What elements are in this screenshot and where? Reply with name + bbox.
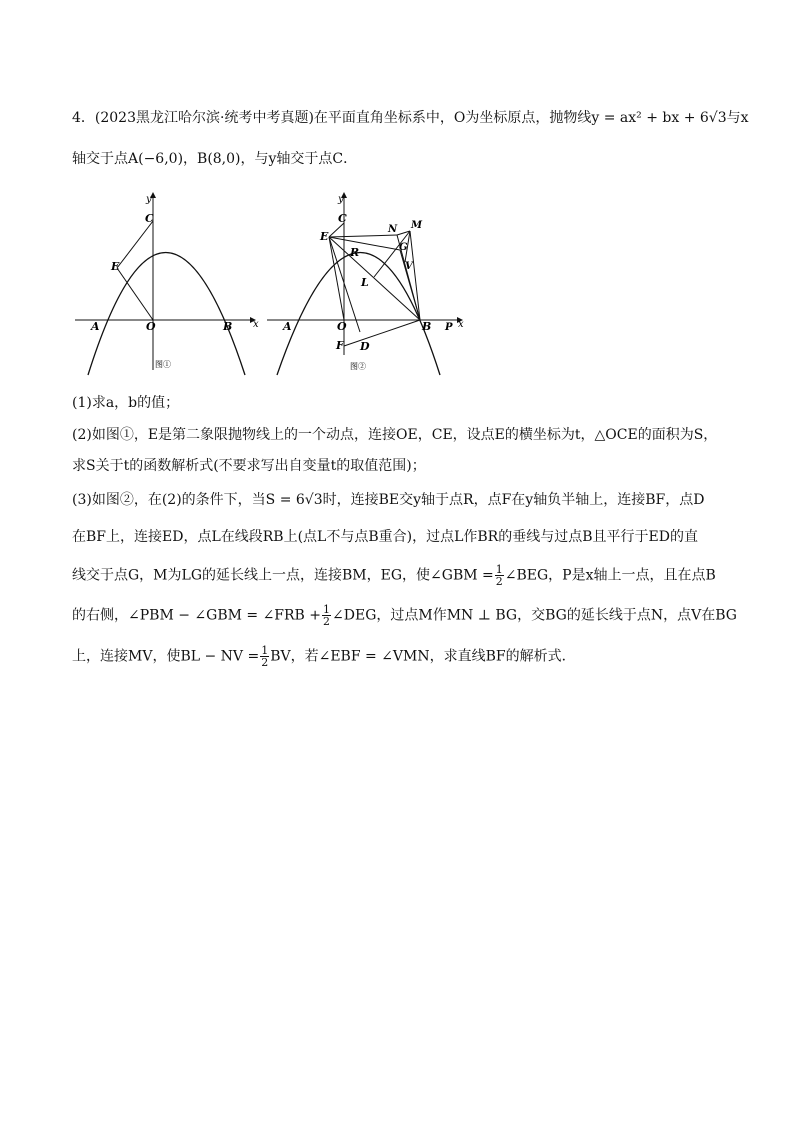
part-3-line-5-end: BV，若∠EBF = ∠VMN，求直线BF的解析式． [270, 648, 576, 665]
label-n: N [388, 224, 398, 235]
part-3-line-3-end: ∠BEG，P是x轴上一点，且在点B [504, 567, 716, 584]
figure-2 [262, 190, 472, 380]
label-o: O [146, 320, 156, 333]
figure-2-caption: 图② [350, 362, 366, 371]
label-g: G [399, 242, 408, 253]
label-b: B [223, 320, 233, 333]
part-3-line-4-end: ∠DEG，过点M作MN ⊥ BG，交BG的延长线于点N，点V在BG [332, 607, 737, 624]
fraction-half [260, 645, 269, 668]
fraction-half [495, 564, 504, 587]
label-f: F [336, 339, 344, 352]
label-o: O [337, 320, 347, 333]
label-p: P [445, 322, 453, 333]
part-3-line-1: (3)如图②，在(2)的条件下，当S = 6√3时，连接BE交y轴于点R，点F在y轴负半轴上，连接BF，点D [72, 492, 705, 508]
part-3-line-5 [72, 645, 576, 668]
fraction-numerator: 1 [495, 563, 503, 576]
label-x: x [458, 319, 464, 330]
fraction-numerator: 1 [261, 644, 269, 657]
label-r: R [350, 246, 360, 259]
label-c: C [338, 212, 347, 225]
label-v: V [405, 261, 413, 272]
part-3-line-5-start: 上，连接MV，使BL − NV = [72, 648, 260, 665]
part-2-line-2: 求S关于t的函数解析式(不要求写出自变量t的取值范围)； [72, 458, 426, 474]
label-e: E [320, 230, 329, 243]
label-b: B [422, 320, 432, 333]
problem-line-2: 轴交于点A(−6,0)，B(8,0)，与y轴交于点C． [72, 151, 358, 167]
label-e: E [111, 260, 120, 273]
fraction-half [322, 604, 331, 627]
parabola [277, 253, 440, 376]
label-l: L [361, 276, 369, 289]
segment-oe [117, 268, 153, 320]
segment-ce [117, 221, 153, 268]
label-a: A [283, 320, 292, 333]
fraction-denominator: 2 [261, 656, 269, 669]
part-3-line-2: 在BF上，连接ED，点L在线段RB上(点L不与点B重合)，过点L作BR的垂线与过点B且平行于ED的直 [72, 529, 698, 545]
part-2-line-1: (2)如图①，E是第二象限抛物线上的一个动点，连接OE，CE，设点E的横坐标为t，△OCE的面积为S， [72, 427, 718, 443]
problem-line-1: 4．(2023黑龙江哈尔滨·统考中考真题)在平面直角坐标系中，O为坐标原点，抛物线y = ax² + bx + 6√3与x [72, 110, 749, 126]
figure-1-caption: 图① [155, 360, 171, 369]
label-y: y [146, 194, 152, 205]
label-c: C [145, 212, 154, 225]
label-d: D [360, 340, 370, 353]
figure-1 [70, 190, 260, 380]
label-y: y [338, 194, 344, 205]
part-1: (1)求a，b的值； [72, 395, 180, 411]
part-3-line-4 [72, 604, 737, 627]
label-a: A [91, 320, 100, 333]
label-x: x [253, 319, 259, 330]
fraction-denominator: 2 [495, 575, 503, 588]
fraction-numerator: 1 [323, 603, 331, 616]
fraction-denominator: 2 [323, 615, 331, 628]
label-m: M [411, 220, 423, 231]
part-3-line-4-start: 的右侧，∠PBM − ∠GBM = ∠FRB + [72, 607, 322, 624]
part-3-line-3-start: 线交于点G，M为LG的延长线上一点，连接BM，EG，使∠GBM = [72, 567, 494, 584]
part-3-line-3 [72, 564, 716, 587]
